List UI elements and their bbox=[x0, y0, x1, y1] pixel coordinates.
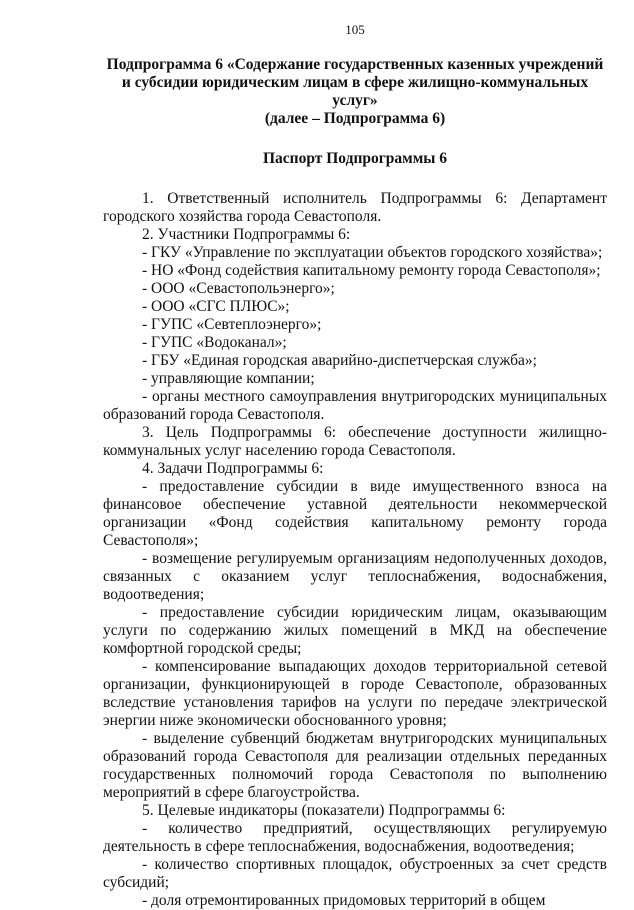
list-item: - компенсирование выпадающих доходов территориальной сетевой организации, функционирующей в городе Севастополе, образованных вследствие установления тарифов на услуги по передаче электрической энергии ниже экономически обоснованного уровня; bbox=[103, 658, 607, 729]
title-line-2: и субсидии юридическим лицам в сфере жилищно-коммунальных услуг» bbox=[121, 74, 589, 109]
list-item: - выделение субвенций бюджетам внутригородских муниципальных образований города Севастополя для реализации отдельных переданных государственных полномочий города Севастополя по выполнению мероприятий в сфере благоустройства. bbox=[103, 730, 607, 801]
subprogram-title bbox=[103, 56, 607, 128]
list-item: - ГБУ «Единая городская аварийно-диспетчерская служба»; bbox=[142, 352, 537, 369]
paragraph-goal: 3. Цель Подпрограммы 6: обеспечение доступности жилищно-коммунальных услуг населению города Севастополя. bbox=[103, 424, 607, 459]
passport-heading: Паспорт Подпрограммы 6 bbox=[262, 150, 448, 167]
list-item: - органы местного самоуправления внутригородских муниципальных образований города Севастополя. bbox=[103, 388, 607, 423]
list-item: - ООО «Севастопольэнерго»; bbox=[142, 280, 335, 297]
list-item: - количество спортивных площадок, обустроенных за счет средств субсидий; bbox=[103, 856, 607, 891]
paragraph-responsible-executor: 1. Ответственный исполнитель Подпрограммы 6: Департамент городского хозяйства города Севастополя. bbox=[103, 190, 607, 225]
page-number: 105 bbox=[345, 22, 365, 37]
list-item: - ГУПС «Водоканал»; bbox=[142, 334, 287, 351]
list-item: - НО «Фонд содействия капитальному ремонту города Севастополя»; bbox=[142, 262, 601, 279]
list-item: - ООО «СГС ПЛЮС»; bbox=[142, 298, 290, 315]
document-page bbox=[103, 22, 607, 910]
list-item: - предоставление субсидии в виде имущественного взноса на финансовое обеспечение уставной деятельности некоммерческой организации «Фонд содействия капитальному ремонту города Севастополя»; bbox=[103, 478, 607, 549]
title-line-1: Подпрограмма 6 «Содержание государственных казенных учреждений bbox=[106, 56, 604, 73]
list-item: - ГКУ «Управление по эксплуатации объектов городского хозяйства»; bbox=[142, 244, 603, 261]
list-item: - ГУПС «Севтеплоэнерго»; bbox=[142, 316, 322, 333]
list-item: - управляющие компании; bbox=[142, 370, 315, 387]
paragraph-participants-heading: 2. Участники Подпрограммы 6: bbox=[142, 226, 351, 243]
paragraph-indicators-heading: 5. Целевые индикаторы (показатели) Подпрограммы 6: bbox=[142, 802, 506, 819]
list-item: - доля отремонтированных придомовых территорий в общем bbox=[142, 892, 546, 909]
passport-body bbox=[103, 190, 607, 910]
list-item: - количество предприятий, осуществляющих регулируемую деятельность в сфере теплоснабжения, водоснабжения, водоотведения; bbox=[103, 820, 607, 855]
list-item: - предоставление субсидии юридическим лицам, оказывающим услуги по содержанию жилых помещений в МКД на обеспечение комфортной городской среды; bbox=[103, 604, 607, 657]
paragraph-tasks-heading: 4. Задачи Подпрограммы 6: bbox=[142, 460, 324, 477]
list-item: - возмещение регулируемым организациям недополученных доходов, связанных с оказанием услуг теплоснабжения, водоснабжения, водоотведения; bbox=[103, 550, 607, 603]
title-line-3: (далее – Подпрограмма 6) bbox=[264, 110, 446, 127]
